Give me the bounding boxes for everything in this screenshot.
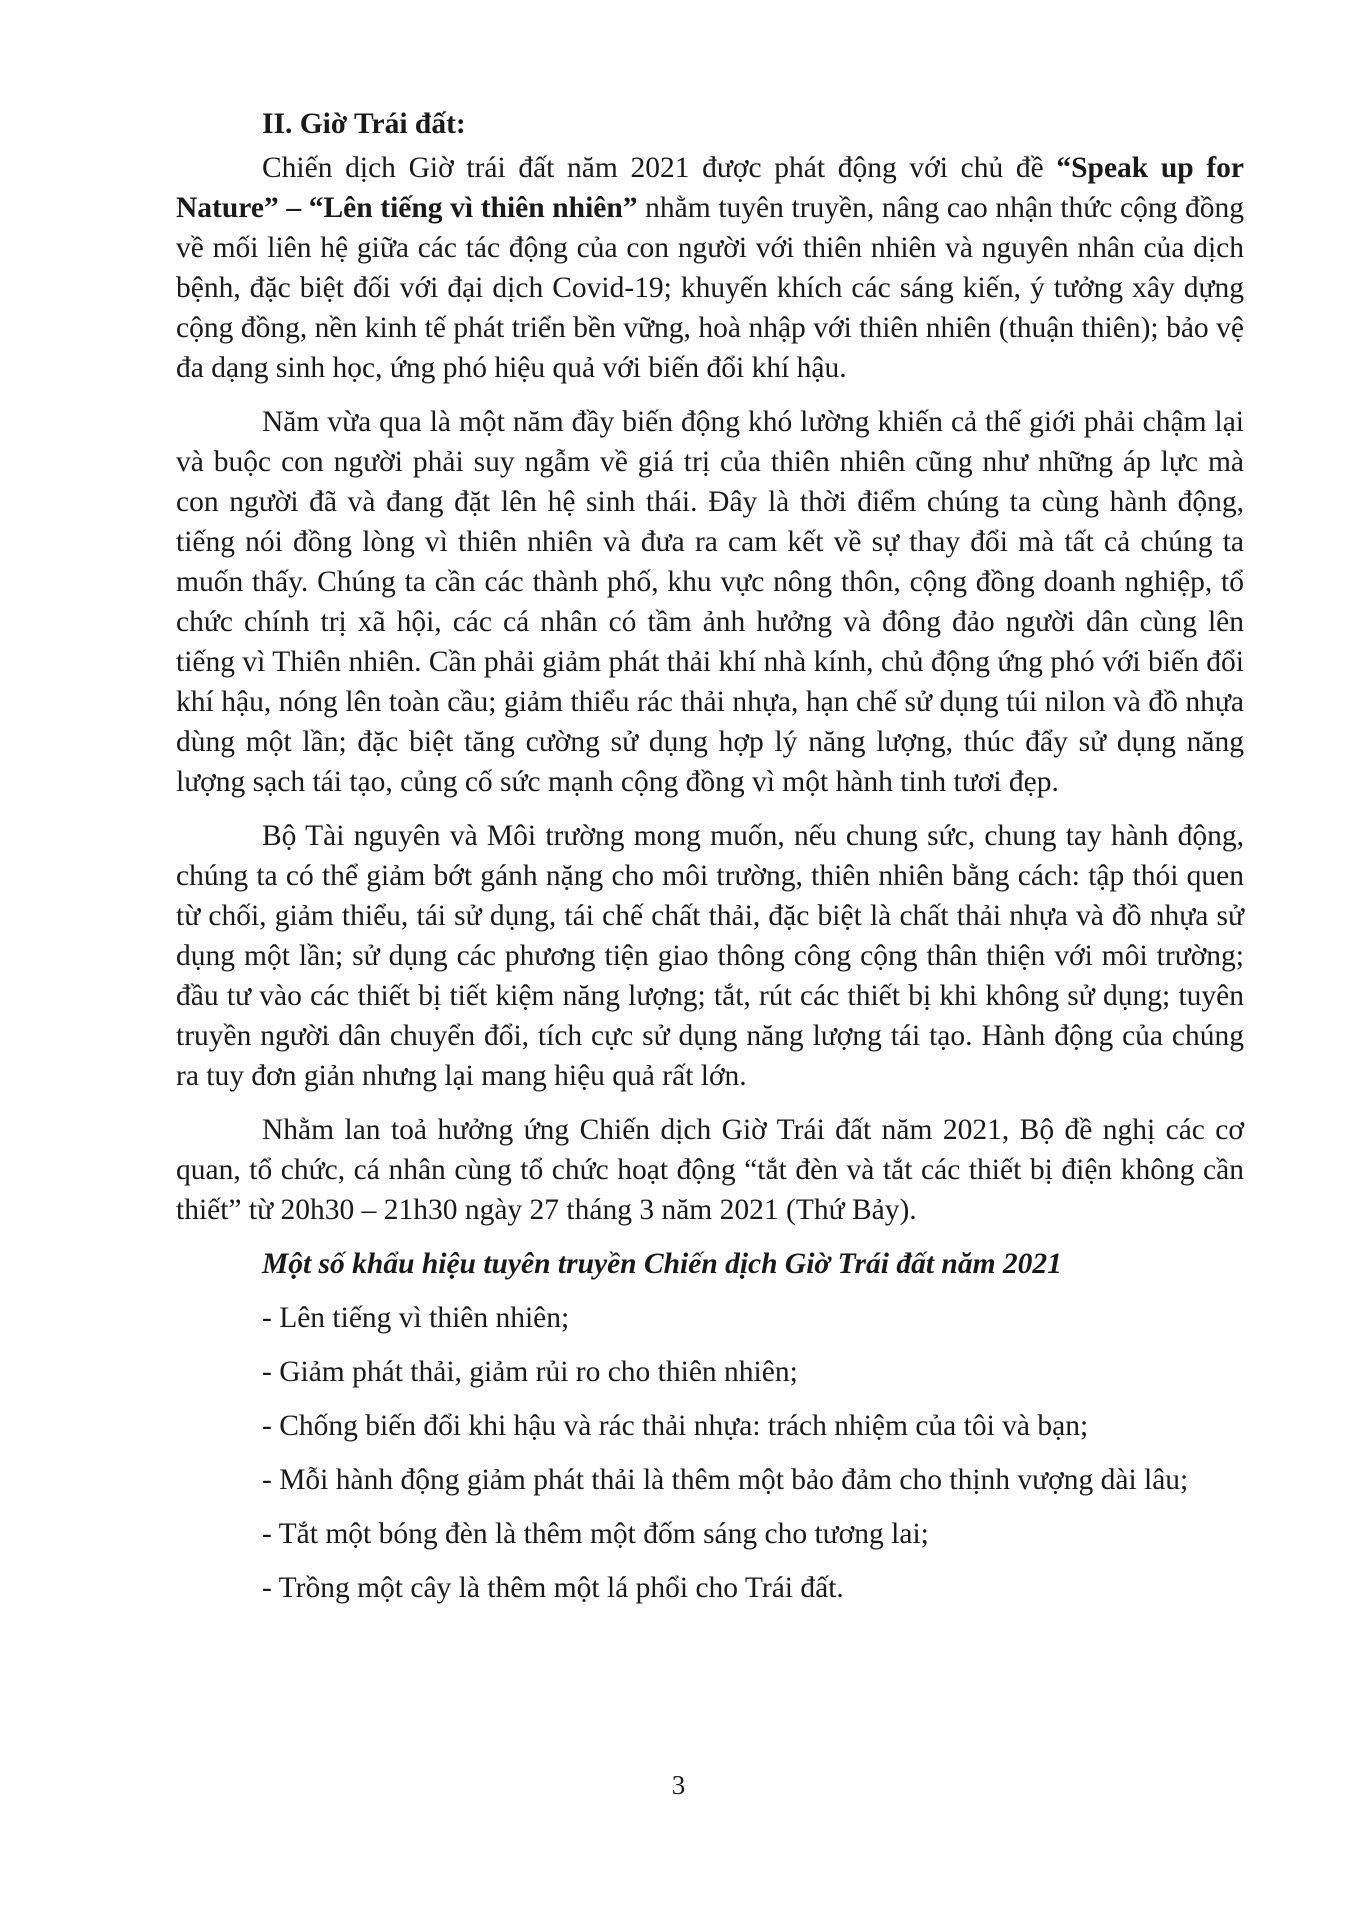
paragraph-1-lead: Chiến dịch Giờ trái đất năm 2021 được phát động với chủ đề bbox=[262, 152, 1057, 184]
slogan-item: - Mỗi hành động giảm phát thải là thêm một bảo đảm cho thịnh vượng dài lâu; bbox=[262, 1464, 1189, 1496]
slogan-item: - Chống biến đổi khi hậu và rác thải nhựa: trách nhiệm của tôi và bạn; bbox=[262, 1410, 1089, 1442]
slogan-list bbox=[176, 1298, 1244, 1608]
paragraph-3: Bộ Tài nguyên và Môi trường mong muốn, nếu chung sức, chung tay hành động, chúng ta có thể giảm bớt gánh nặng cho môi trường, thiên nhiên bằng cách: tập thói quen từ chối, giảm thiểu, tái sử dụng, tái chế chất thải, đặc biệt là chất thải nhựa và đồ nhựa sử dụng một lần; sử dụng các phương tiện giao thông công cộng thân thiện với môi trường; đầu tư vào các thiết bị tiết kiệm năng lượng; tắt, rút các thiết bị khi không sử dụng; tuyên truyền người dân chuyển đổi, tích cực sử dụng năng lượng tái tạo. Hành động của chúng ra tuy đơn giản nhưng lại mang hiệu quả rất lớn. bbox=[176, 820, 1244, 1092]
slogan-item: - Trồng một cây là thêm một lá phổi cho Trái đất. bbox=[262, 1572, 844, 1604]
paragraph-1 bbox=[176, 148, 1244, 388]
paragraph-1-rest: nhằm tuyên truyền, nâng cao nhận thức cộng đồng về mối liên hệ giữa các tác động của con người với thiên nhiên và nguyên nhân của dịch bệnh, đặc biệt đối với đại dịch Covid-19; khuyến khích các sáng kiến, ý tưởng xây dựng cộng đồng, nền kinh tế phát triển bền vững, hoà nhập với thiên nhiên (thuận thiên); bảo vệ đa dạng sinh học, ứng phó hiệu quả với biến đổi khí hậu. bbox=[176, 192, 1244, 384]
document-page bbox=[176, 104, 1244, 1622]
section-heading: II. Giờ Trái đất: bbox=[262, 108, 466, 140]
paragraph-2: Năm vừa qua là một năm đầy biến động khó lường khiến cả thế giới phải chậm lại và buộc con người phải suy ngẫm về giá trị của thiên nhiên cũng như những áp lực mà con người đã và đang đặt lên hệ sinh thái. Đây là thời điểm chúng ta cùng hành động, tiếng nói đồng lòng vì thiên nhiên và đưa ra cam kết về sự thay đổi mà tất cả chúng ta muốn thấy. Chúng ta cần các thành phố, khu vực nông thôn, cộng đồng doanh nghiệp, tổ chức chính trị xã hội, các cá nhân có tầm ảnh hưởng và đông đảo người dân cùng lên tiếng vì Thiên nhiên. Cần phải giảm phát thải khí nhà kính, chủ động ứng phó với biến đổi khí hậu, nóng lên toàn cầu; giảm thiểu rác thải nhựa, hạn chế sử dụng túi nilon và đồ nhựa dùng một lần; đặc biệt tăng cường sử dụng hợp lý năng lượng, thúc đẩy sử dụng năng lượng sạch tái tạo, củng cố sức mạnh cộng đồng vì một hành tinh tươi đẹp. bbox=[176, 406, 1244, 798]
paragraph-4: Nhằm lan toả hưởng ứng Chiến dịch Giờ Trái đất năm 2021, Bộ đề nghị các cơ quan, tổ chức, cá nhân cùng tổ chức hoạt động “tắt đèn và tắt các thiết bị điện không cần thiết” từ 20h30 – 21h30 ngày 27 tháng 3 năm 2021 (Thứ Bảy). bbox=[176, 1114, 1244, 1226]
paragraph-1-theme: “Speak up for Nature” – “Lên tiếng vì thiên nhiên” bbox=[176, 152, 1245, 224]
slogan-item: - Tắt một bóng đèn là thêm một đốm sáng cho tương lai; bbox=[262, 1518, 929, 1550]
slogan-item: - Giảm phát thải, giảm rủi ro cho thiên nhiên; bbox=[262, 1356, 798, 1388]
slogans-title: Một số khẩu hiệu tuyên truyền Chiến dịch Giờ Trái đất năm 2021 bbox=[262, 1248, 1062, 1280]
slogan-item: - Lên tiếng vì thiên nhiên; bbox=[262, 1302, 570, 1334]
page-number: 3 bbox=[671, 1770, 686, 1800]
